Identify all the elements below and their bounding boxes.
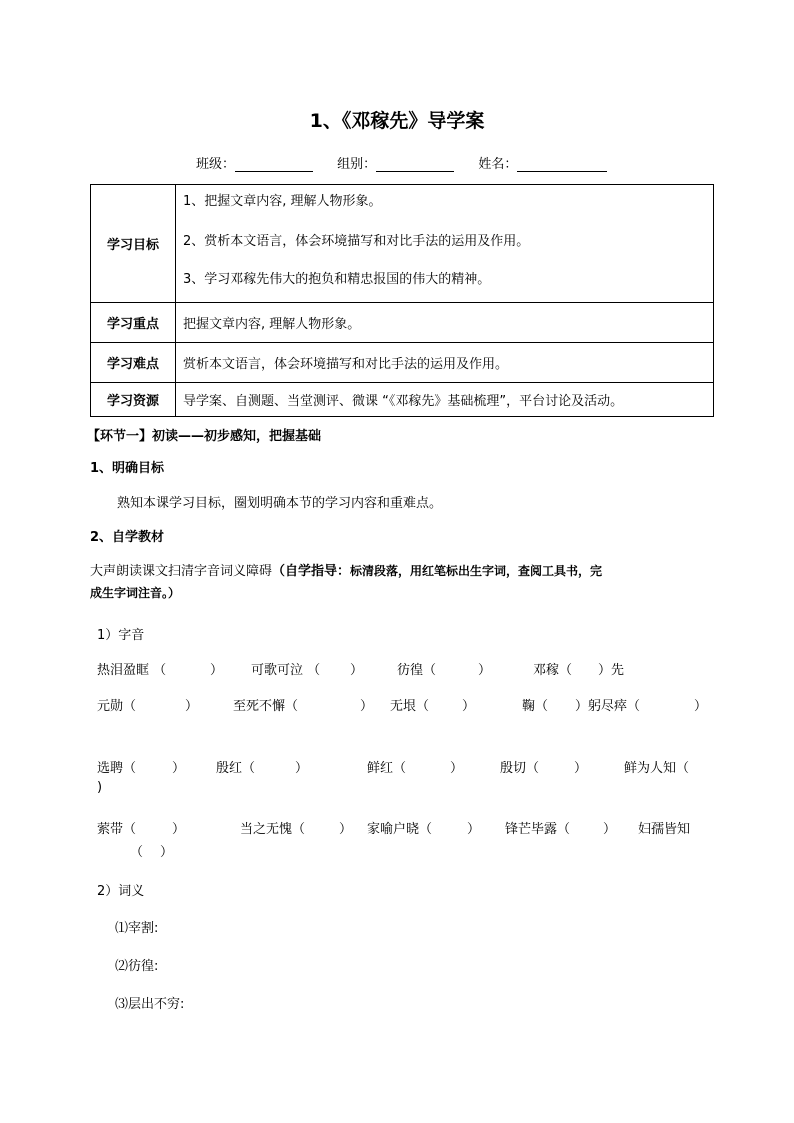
word-item: 热泪盈眶 （ [97, 663, 167, 678]
subsection-title-goals: 1、明确目标 [90, 461, 165, 476]
paren-close: ） [339, 822, 353, 837]
guide-label: （自学指导： [272, 564, 351, 579]
paren-close: ） [210, 663, 224, 678]
paren-close: ） [172, 822, 186, 837]
section-heading: 【环节一】初读——初步感知，把握基础 [87, 429, 322, 444]
focus-cell: 把握文章内容, 理解人物形象。 [176, 303, 714, 343]
word-item: 可歌可泣 （ [251, 663, 321, 678]
student-info-line [196, 153, 607, 172]
learning-plan-table [90, 184, 714, 417]
difficulty-row [91, 343, 714, 383]
word-item: 鲜为人知（ [624, 761, 690, 776]
guide-text: 标清段落，用红笔标出生字词，查阅工具书，完 [350, 564, 603, 578]
name-blank[interactable] [517, 157, 607, 172]
vocabulary-item: ⑴宰割: [115, 921, 159, 936]
word-item: 选聘（ [97, 761, 137, 776]
vocabulary-item: ⑶层出不穷: [115, 997, 185, 1012]
group-label: 组别： [337, 157, 377, 172]
paren-close: ) [97, 780, 103, 795]
paren-close: ）先 [598, 663, 625, 678]
paren-close: ） [172, 761, 186, 776]
guide-text-continued: 成生字词注音。） [90, 586, 181, 600]
paren-close: ） [350, 663, 364, 678]
word-item: ）躬尽瘁（ [575, 699, 641, 714]
word-item: 当之无愧（ [240, 822, 306, 837]
page-title: 1、《邓稼先》导学案 [309, 110, 485, 132]
paren-close: ） [462, 699, 476, 714]
paren-close: ） [295, 761, 309, 776]
name-label: 姓名： [478, 157, 518, 172]
reading-text: 大声朗读课文扫清字音词义障碍 [90, 564, 273, 579]
difficulty-label: 学习难点 [91, 343, 176, 383]
paren-close: ） [574, 761, 588, 776]
word-item: 家喻户晓（ [367, 822, 433, 837]
subsection-title-self-study: 2、自学教材 [90, 530, 165, 545]
word-item: 殷切（ [500, 761, 540, 776]
word-item: 至死不懈（ [233, 699, 299, 714]
goals-label: 学习目标 [91, 185, 176, 303]
focus-label: 学习重点 [91, 303, 176, 343]
paren-close: ） [478, 663, 492, 678]
word-item: 元勋（ [97, 699, 137, 714]
resources-label: 学习资源 [91, 383, 176, 417]
class-blank[interactable] [235, 157, 313, 172]
word-item: 邓稼（ [533, 663, 573, 678]
word-item: 锋芒毕露（ [505, 822, 571, 837]
paren-close: ） [694, 699, 708, 714]
word-item: 无垠（ [390, 699, 430, 714]
class-label: 班级： [196, 157, 236, 172]
goals-row [91, 185, 714, 303]
paren-close: ） [450, 761, 464, 776]
reading-instruction [90, 560, 602, 579]
paren-close: ） [185, 699, 199, 714]
word-item: 萦带（ [97, 822, 137, 837]
goal-item: 1、把握文章内容, 理解人物形象。 [183, 193, 382, 209]
word-item: 妇孺皆知 [638, 822, 691, 837]
resources-cell: 导学案、自测题、当堂测评、微课 “《邓稼先》基础梳理”，平台讨论及活动。 [176, 383, 714, 417]
word-item: 殷红（ [216, 761, 256, 776]
goal-item: 2、赏析本文语言，体会环境描写和对比手法的运用及作用。 [183, 233, 530, 249]
vocabulary-item: ⑵彷徨: [115, 959, 159, 974]
goals-instruction: 熟知本课学习目标，圈划明确本节的学习内容和重难点。 [117, 496, 443, 511]
focus-row [91, 303, 714, 343]
vocabulary-heading: 2）词义 [97, 884, 145, 899]
paren-open: （ [130, 845, 144, 860]
word-item: 鲜红（ [367, 761, 407, 776]
word-item: 鞠（ [522, 699, 549, 714]
word-item: 彷徨（ [397, 663, 437, 678]
difficulty-cell: 赏析本文语言，体会环境描写和对比手法的运用及作用。 [176, 343, 714, 383]
paren-close: ） [603, 822, 617, 837]
goal-item: 3、学习邓稼先伟大的抱负和精忠报国的伟大的精神。 [183, 271, 491, 287]
pronunciation-heading: 1）字音 [97, 628, 145, 643]
paren-close: ） [467, 822, 481, 837]
paren-close: ） [360, 699, 374, 714]
group-blank[interactable] [376, 157, 454, 172]
goals-cell [176, 185, 714, 303]
paren-close: ） [160, 845, 174, 860]
resources-row [91, 383, 714, 417]
